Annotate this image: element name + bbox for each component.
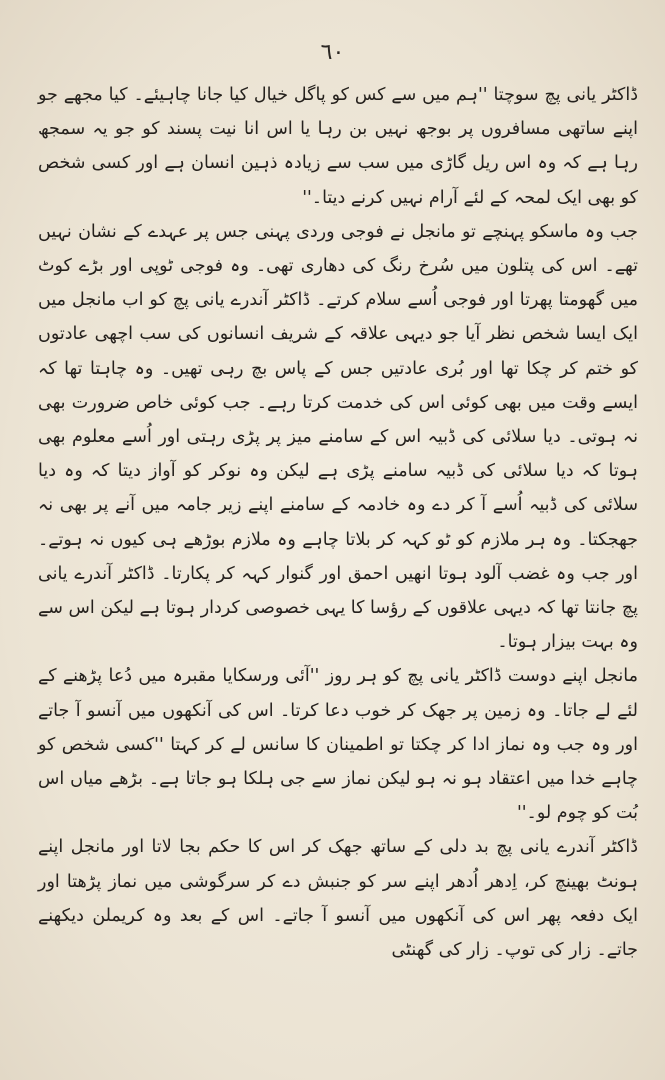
paragraph-4: ڈاکٹر آندرے یانی پچ بد دلی کے ساتھ جھک کر اس کا حکم بجا لاتا اور مانجل اپنے ہونٹ بھینچ کر، اِدھر اُدھر اپنے سر کو جنبش دے کر سرگوشی میں نماز پڑھتا اور ایک دفعہ پھر اس کی آنکھوں میں آنسو آ جاتے۔ اس کے بعد وہ کریملن دیکھنے جاتے۔ زار کی توپ۔ زار کی گھنٹی: [38, 837, 638, 961]
page-number: ٦٠: [320, 40, 345, 65]
paragraph-2: جب وہ ماسکو پہنچے تو مانجل نے فوجی وردی پہنی جس پر عہدے کے نشان نہیں تھے۔ اس کی پتلون میں سُرخ رنگ کی دھاری تھی۔ وہ فوجی ٹوپی اور بڑے کوٹ میں گھومتا پھرتا اور فوجی اُسے سلام کرتے۔ ڈاکٹر آندرے یانی پچ کو اب مانجل میں ایک ایسا شخص نظر آیا جو دیہی علاقہ کے شریف انسانوں کی سب اچھی عادتوں کو ختم کر چکا تھا اور بُری عادتیں جس کے پاس بچ رہی تھیں۔ وہ چاہتا تھا کہ ایسے وقت میں بھی کوئی اس کی خدمت کرتا رہے۔ جب کوئی خاص ضرورت بھی نہ ہوتی۔ دیا سلائی کی ڈبیہ اس کے سامنے میز پر پڑی رہتی اور اُسے معلوم بھی ہوتا کہ دیا سلائی کی ڈبیہ سامنے پڑی ہے لیکن وہ نوکر کو آواز دیتا کہ وہ دیا سلائی کی ڈبیہ اُسے آ کر دے وہ خادمہ کے سامنے اپنے زیر جامہ میں آنے پر بھی نہ جھجکتا۔ وہ ہر ملازم کو ٹو کہہ کر بلاتا چاہے وہ ملازم بوڑھے ہی کیوں نہ ہوتے۔ اور جب وہ غضب آلود ہوتا انھیں احمق اور گنوار کہہ کر پکارتا۔ ڈاکٹر آندرے یانی پچ جانتا تھا کہ دیہی علاقوں کے رؤسا کا یہی خصوصی کردار ہوتا ہے لیکن اس سے وہ بہت بیزار ہوتا۔: [38, 221, 638, 653]
paragraph-3: مانجل اپنے دوست ڈاکٹر یانی پچ کو ہر روز ''آئی ورسکایا مقبرہ میں دُعا پڑھنے کے لئے لے جاتا۔ وہ زمین پر جھک کر خوب دعا کرتا۔ اس کی آنکھوں میں آنسو آ جاتے اور وہ جب وہ نماز ادا کر چکتا تو اطمینان کا سانس لے کر کہتا ''کسی شخص کو چاہے خدا میں اعتقاد ہو نہ ہو لیکن نماز سے جی ہلکا ہو جاتا ہے۔ بڑھے میاں اس بُت کو چوم لو۔'': [38, 666, 638, 824]
paragraph-1: ڈاکٹر یانی پچ سوچتا ''ہم میں سے کس کو پاگل خیال کیا جانا چاہیئے۔ کیا مجھے جو اپنے ساتھی مسافروں پر بوجھ نہیں بن رہا یا اس انا نیت پسند کو جو یہ سمجھ رہا ہے کہ وہ اس ریل گاڑی میں سب سے زیادہ ذہین انسان ہے اور کسی شخص کو بھی ایک لمحہ کے لئے آرام نہیں کرنے دیتا۔'': [38, 85, 638, 208]
body-text: [38, 78, 638, 967]
